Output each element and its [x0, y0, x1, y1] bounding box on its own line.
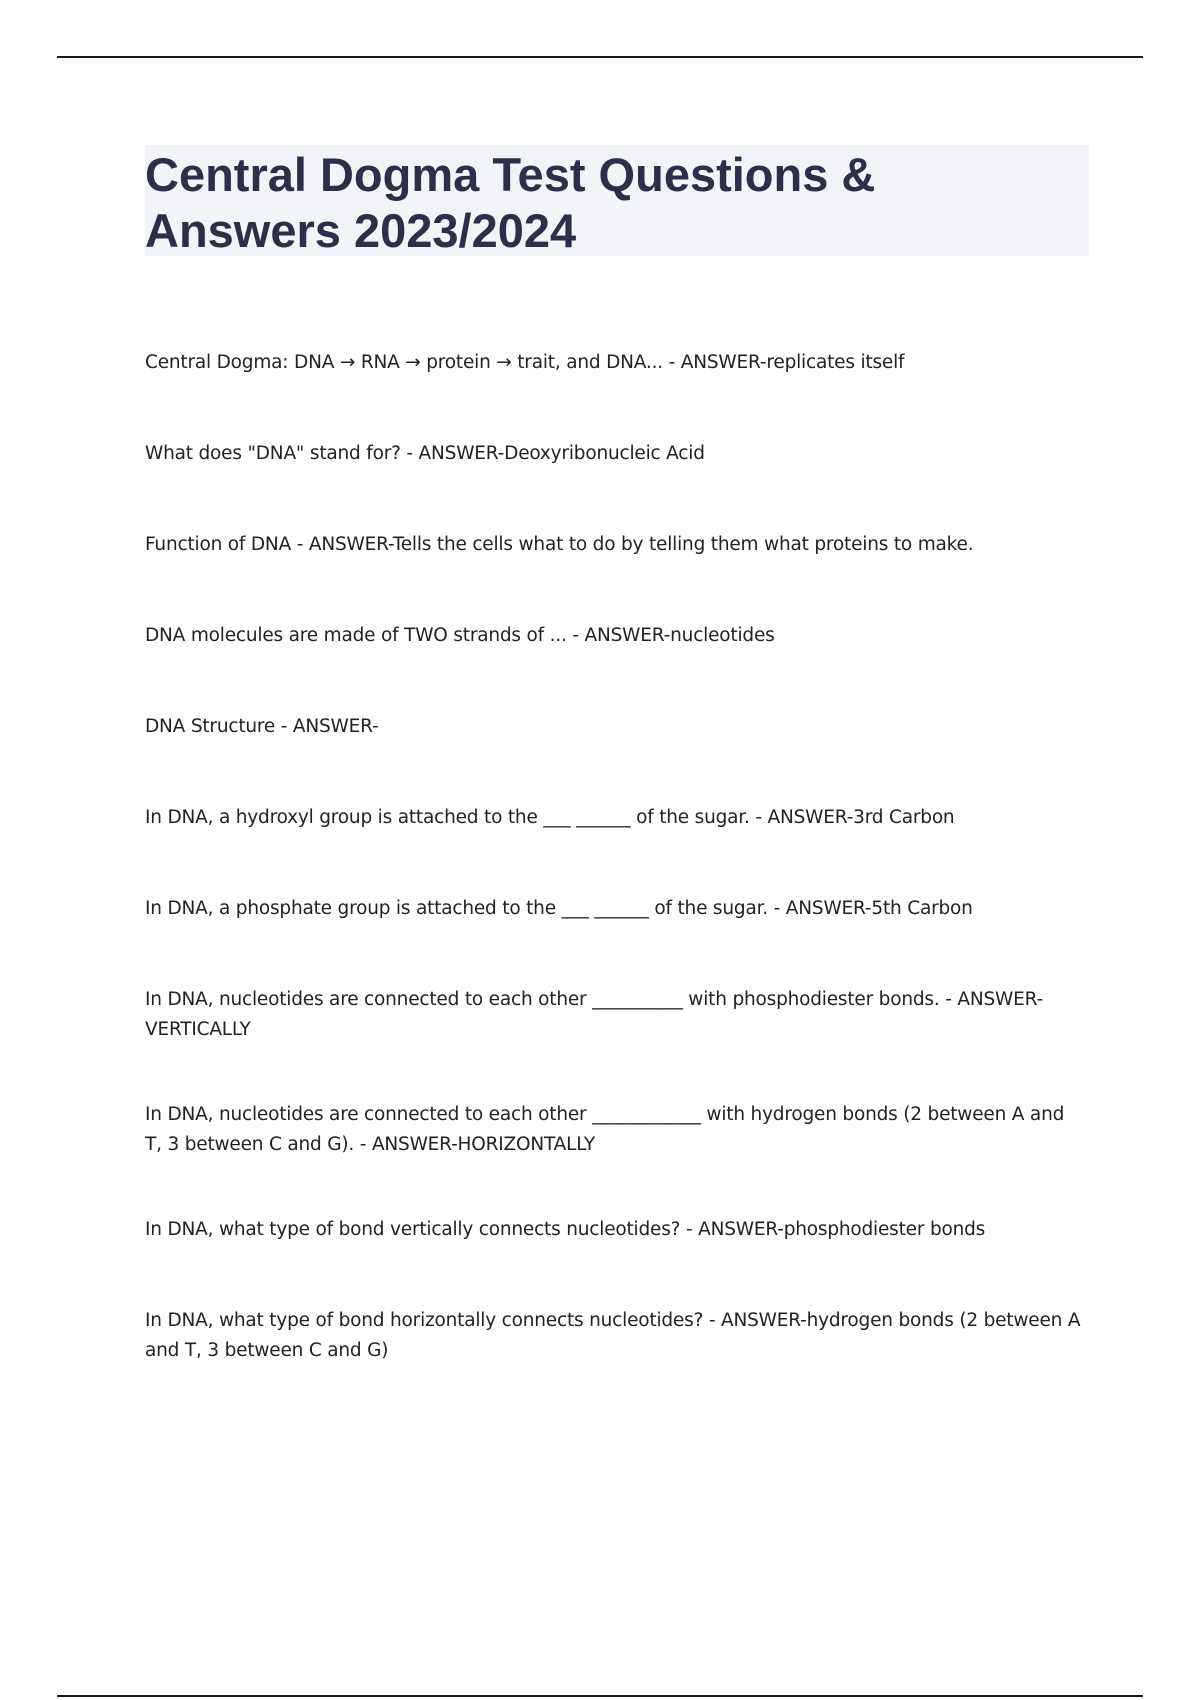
qa-list	[145, 348, 1085, 1427]
qa-item: DNA Structure - ANSWER-	[145, 716, 379, 737]
title-banner	[145, 145, 1089, 256]
qa-item: In DNA, nucleotides are connected to each other __________ with phosphodiester bonds. - ANSWER-VERTICALLY	[145, 989, 1043, 1040]
qa-item: Central Dogma: DNA → RNA → protein → trait, and DNA... - ANSWER-replicates itself	[145, 352, 905, 373]
bottom-rule	[57, 1695, 1143, 1697]
qa-item: Function of DNA - ANSWER-Tells the cells what to do by telling them what proteins to make.	[145, 534, 974, 555]
qa-item: What does "DNA" stand for? - ANSWER-Deoxyribonucleic Acid	[145, 443, 705, 464]
qa-item: In DNA, what type of bond vertically connects nucleotides? - ANSWER-phosphodiester bonds	[145, 1219, 986, 1240]
top-rule	[57, 56, 1143, 58]
qa-item: In DNA, what type of bond horizontally connects nucleotides? - ANSWER-hydrogen bonds (2 between A and T, 3 between C and G)	[145, 1310, 1081, 1361]
qa-item: In DNA, nucleotides are connected to each other ____________ with hydrogen bonds (2 between A and T, 3 between C and G). - ANSWER-HORIZONTALLY	[145, 1104, 1065, 1155]
qa-item: In DNA, a phosphate group is attached to the ___ ______ of the sugar. - ANSWER-5th Carbon	[145, 898, 973, 919]
qa-item: In DNA, a hydroxyl group is attached to the ___ ______ of the sugar. - ANSWER-3rd Carbon	[145, 807, 955, 828]
qa-item: DNA molecules are made of TWO strands of ... - ANSWER-nucleotides	[145, 625, 775, 646]
document-title: Central Dogma Test Questions & Answers 2023/2024	[145, 148, 876, 257]
